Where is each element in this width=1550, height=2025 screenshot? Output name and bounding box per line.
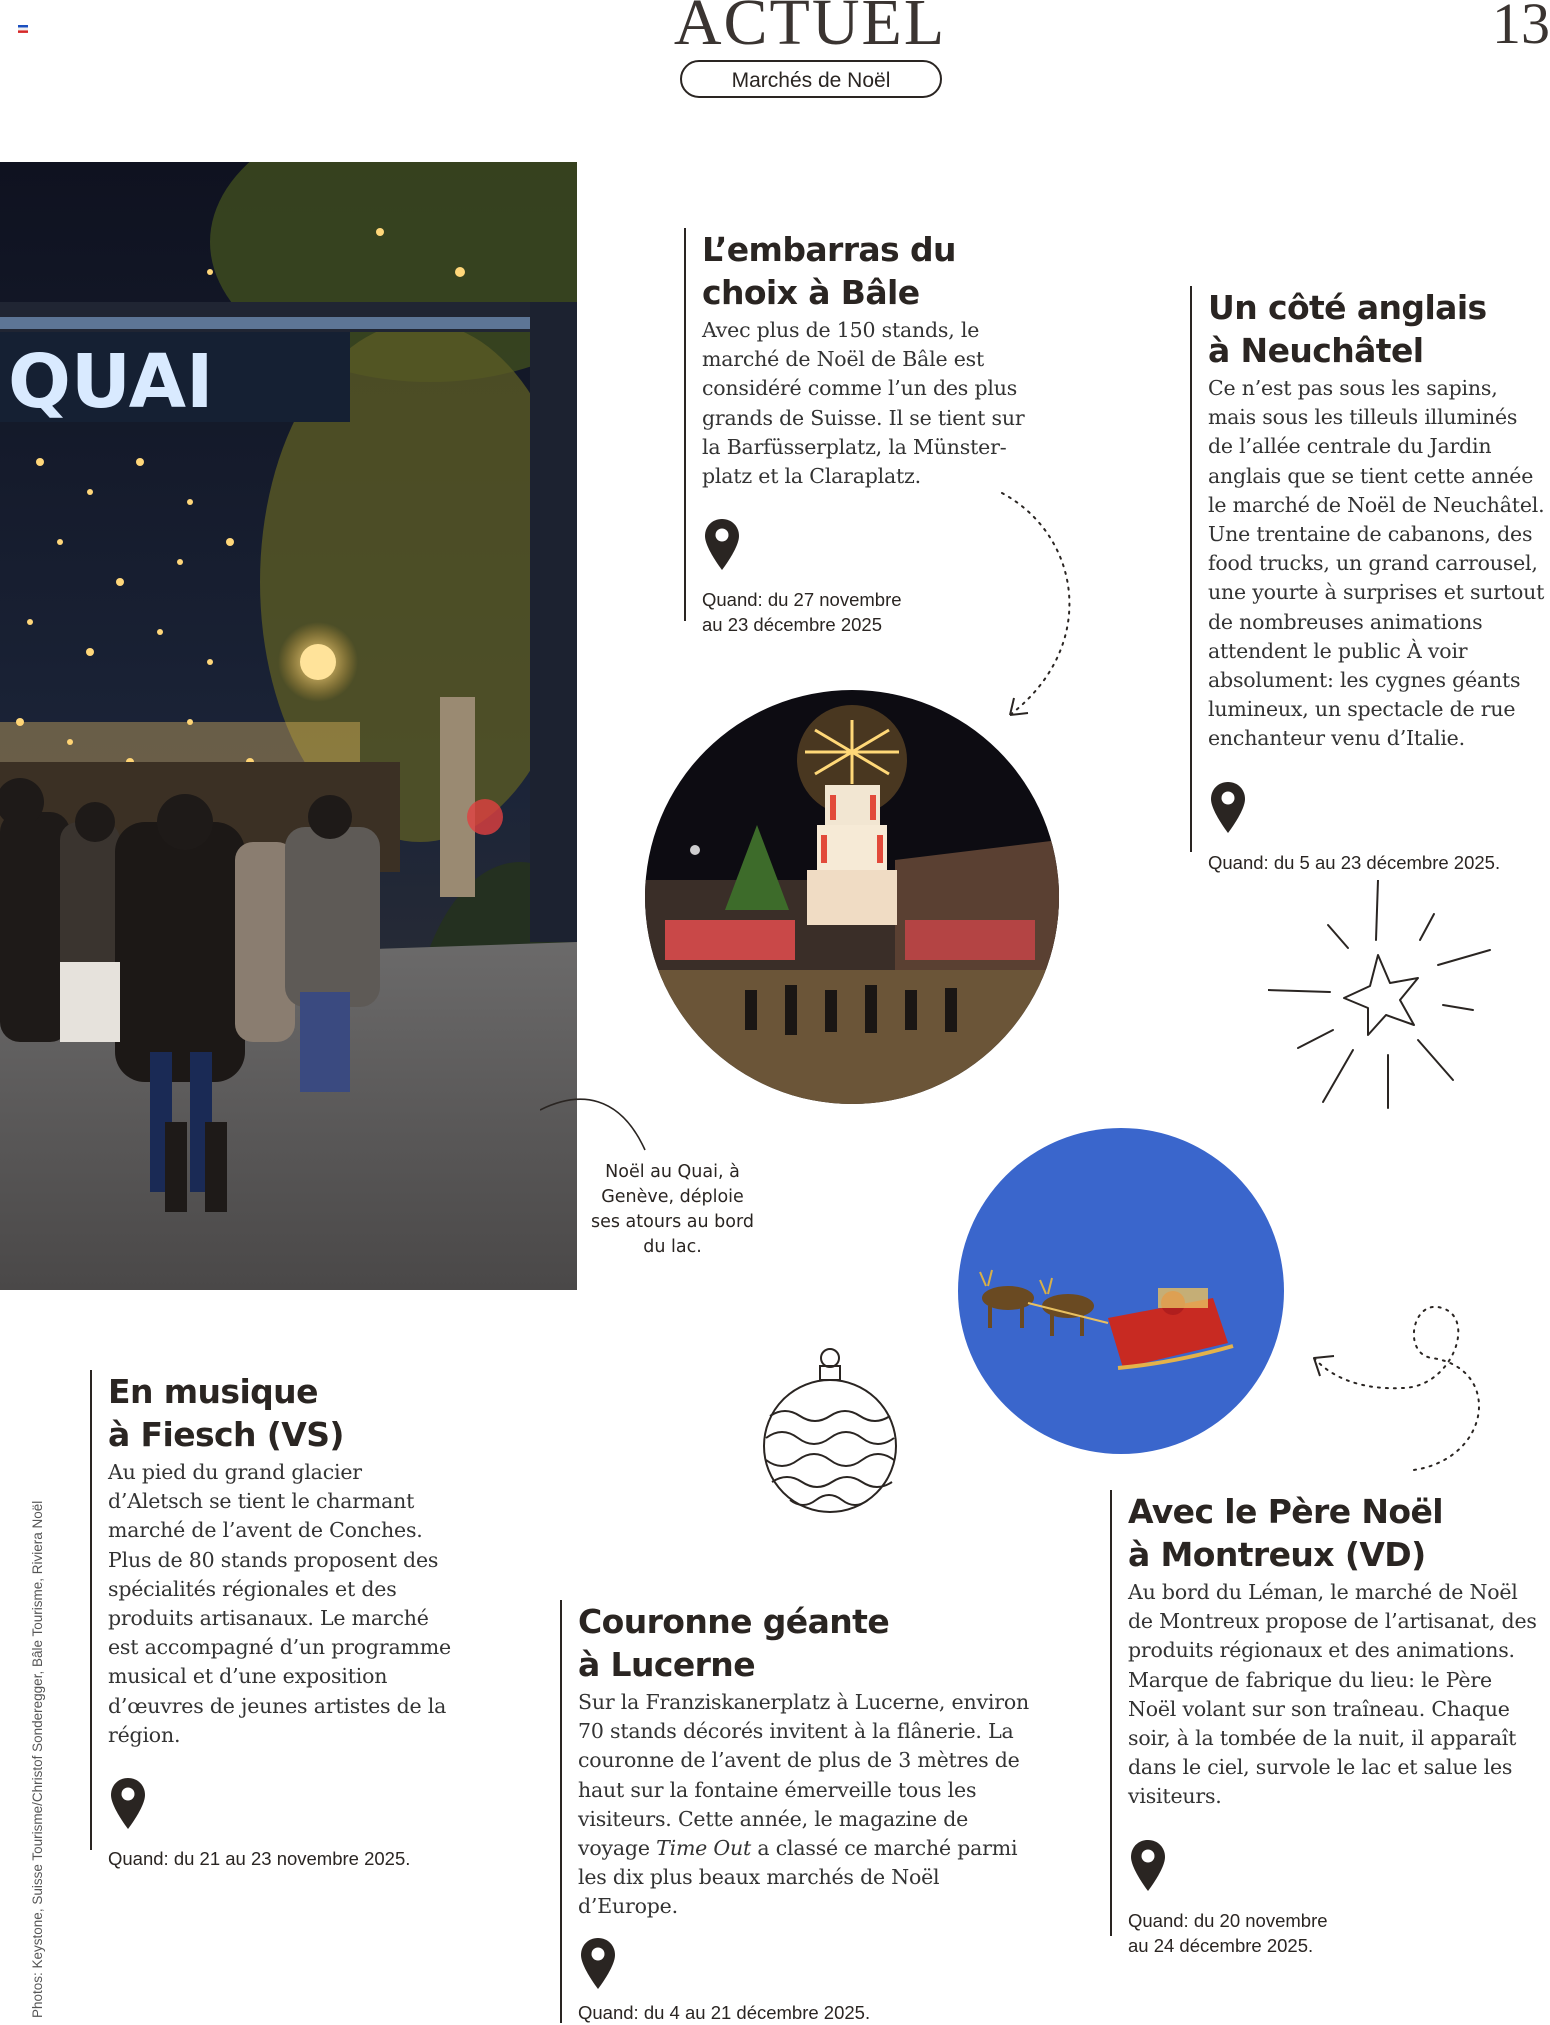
christmas-ornament-icon: [760, 1346, 900, 1526]
article-neuchatel: [1190, 286, 1550, 873]
article-title: [702, 228, 1044, 314]
article-body: Avec plus de 150 stands, le marché de Noël de Bâle est considéré comme l’un des plus grands de Suisse. Il se tient sur la Barfüsserplatz, la Münsterplatz et la Claraplatz.: [702, 318, 1025, 489]
flag-mark: [18, 18, 28, 26]
article-lucerne: [560, 1600, 1030, 2023]
photo-credits: Photos: Keystone, Suisse Tourisme/Christof Sonderegger, Bâle Tourisme, Riviera Noël: [30, 1500, 45, 2018]
montreux-sleigh-circle-photo: [958, 1128, 1284, 1454]
title-line: à Neuchâtel: [1208, 331, 1424, 370]
quai-sign-text: QUAI: [8, 339, 214, 425]
section-title: ACTUEL: [673, 0, 947, 59]
article-dates: Quand: du 5 au 23 décembre 2025.: [1208, 851, 1501, 873]
star-doodle-icon: [1268, 880, 1498, 1110]
article-montreux: [1110, 1490, 1550, 1956]
body-text: Sur la Franziskanerplatz à Lucerne, environ 70 stands décorés invitent à la flânerie. La couronne de l’avent de plus de 3 mètres de haut sur la fontaine émerveille tous les visiteurs. Cette année, le magazine de voyage: [578, 1690, 1029, 1861]
title-line: à Fiesch (VS): [108, 1415, 344, 1454]
photo-caption: Noël au Quai, à Genève, déploie ses atours au bord du lac.: [590, 1162, 754, 1257]
article-dates: Quand: du 27 novembre au 23 décembre 2025: [702, 589, 902, 636]
article-title: [1128, 1490, 1550, 1576]
topic-pill: Marchés de Noël: [680, 60, 942, 98]
article-title: [108, 1370, 460, 1456]
map-pin-icon: [702, 517, 742, 573]
dotted-loop-arrow-decoration: [1302, 1258, 1502, 1478]
title-line: choix à Bâle: [702, 273, 920, 312]
article-title: [578, 1600, 1030, 1686]
article-dates: Quand: du 4 au 21 décembre 2025.: [578, 2001, 871, 2023]
quai-market-photo: [0, 162, 577, 1290]
article-body: Au bord du Léman, le marché de Noël de Montreux propose de l’artisanat, des produits régionaux et des animations. Marque de fabrique du lieu: le Père Noël volant sur son traîneau. Chaque soir, à la tombée de la nuit, il apparaît dans le ciel, survole le lac et salue les visiteurs.: [1128, 1580, 1537, 1809]
dotted-arrow-decoration: [990, 485, 1110, 725]
bale-market-circle-photo: [645, 690, 1059, 1104]
title-line: Avec le Père Noël: [1128, 1492, 1443, 1531]
page-number: 13: [1492, 0, 1550, 56]
article-dates: Quand: du 20 novembre au 24 décembre 2025.: [1128, 1909, 1328, 1956]
map-pin-icon: [578, 1936, 618, 1992]
article-body: [578, 1688, 1030, 1922]
title-line: L’embarras du: [702, 230, 956, 269]
article-body: Ce n’est pas sous les sapins, mais sous les tilleuls illuminés de l’allée centrale du Jardin anglais que se tient cette année le marché de Noël de Neuchâtel. Une trentaine de cabanons, des food trucks, un grand carrousel, une yourte à surprises et surtout de nombreuses animations attendent le public À voir absolument: les cygnes géants lumineux, un spectacle de rue enchanteur venu d’Italie.: [1208, 376, 1545, 751]
map-pin-icon: [1128, 1838, 1168, 1894]
map-pin-icon: [1208, 780, 1248, 836]
title-line: Couronne géante: [578, 1602, 890, 1641]
title-line: Un côté anglais: [1208, 288, 1487, 327]
article-fiesch: [90, 1370, 460, 1870]
title-line: à Montreux (VD): [1128, 1535, 1426, 1574]
caption-pointer-arrow: [540, 1090, 660, 1160]
body-text: a classé ce marché parmi les dix plus beaux marchés de Noël d’Europe.: [578, 1836, 1018, 1919]
map-pin-icon: [108, 1776, 148, 1832]
magazine-name: Time Out: [656, 1836, 752, 1861]
title-line: à Lucerne: [578, 1645, 755, 1684]
article-dates: Quand: du 21 au 23 novembre 2025.: [108, 1848, 411, 1870]
article-title: [1208, 286, 1550, 372]
article-body: Au pied du grand glacier d’Aletsch se tient le charmant marché de l’avent de Conches. Plus de 80 stands proposent des spécialités régionales et des produits artisanaux. Le marché est accompagné d’un programme musical et d’une exposition d’œuvres de jeunes artistes de la région.: [108, 1460, 451, 1747]
title-line: En musique: [108, 1372, 318, 1411]
